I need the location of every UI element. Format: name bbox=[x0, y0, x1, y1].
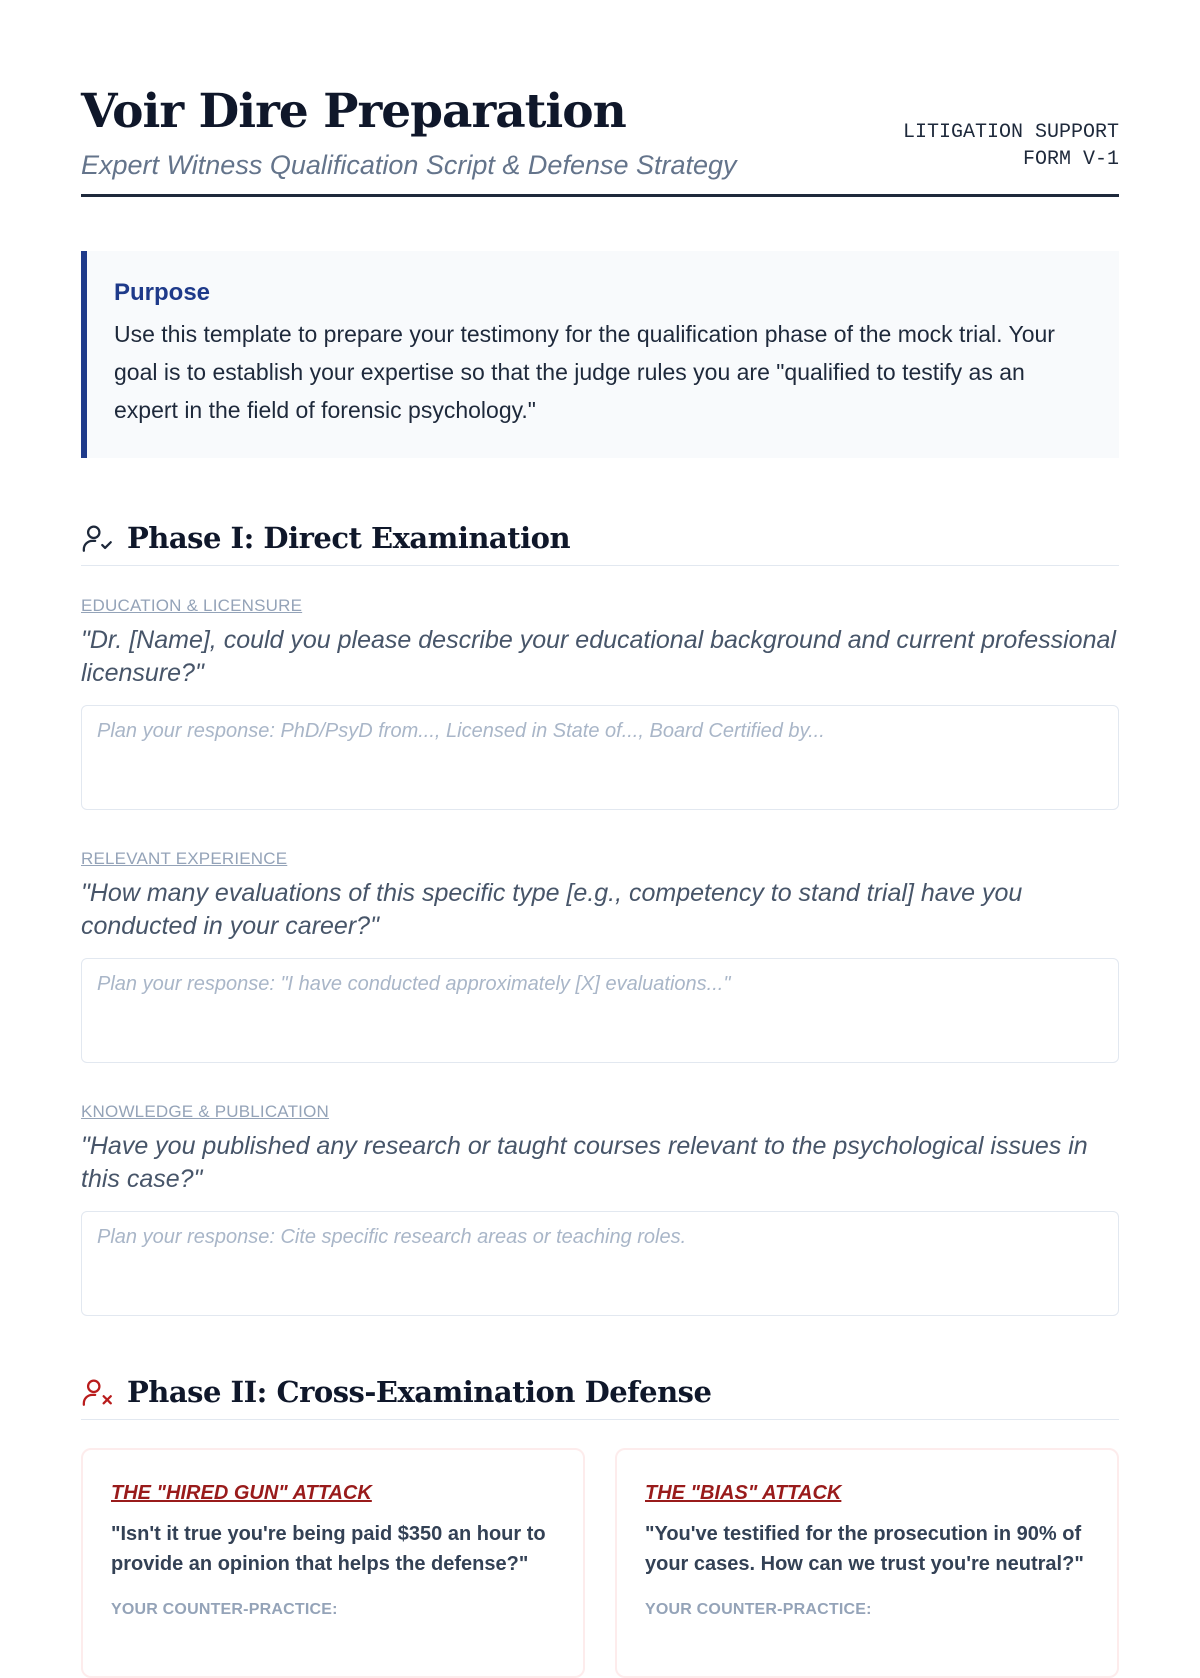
response-input-experience[interactable] bbox=[81, 958, 1119, 1063]
question-label: EDUCATION & LICENSURE bbox=[81, 596, 303, 615]
form-tag-line2: FORM V-1 bbox=[1022, 148, 1119, 171]
question-block bbox=[81, 847, 1119, 1063]
question-text: "How many evaluations of this specific type [e.g., competency to stand trial] have you conducted in your career?" bbox=[81, 879, 1023, 940]
question-label: KNOWLEDGE & PUBLICATION bbox=[81, 1102, 329, 1121]
question-block bbox=[81, 1100, 1119, 1316]
response-input-publication[interactable] bbox=[81, 1211, 1119, 1316]
phase1-title: Phase I: Direct Examination bbox=[127, 520, 571, 555]
user-check-icon bbox=[81, 521, 115, 555]
attack-card-title: THE "BIAS" ATTACK bbox=[645, 1482, 842, 1504]
attack-card-hired-gun bbox=[81, 1448, 585, 1678]
question-block bbox=[81, 594, 1119, 810]
attack-cards bbox=[81, 1448, 1119, 1678]
form-tag bbox=[903, 119, 1119, 173]
page-subtitle: Expert Witness Qualification Script & Defense Strategy bbox=[81, 150, 737, 180]
document-header bbox=[81, 0, 1119, 197]
attack-card-quote: "You've testified for the prosecution in 90% of your cases. How can we trust you're neutral?" bbox=[645, 1523, 1084, 1575]
response-input-education[interactable] bbox=[81, 705, 1119, 810]
purpose-callout bbox=[81, 251, 1119, 458]
purpose-text: Use this template to prepare your testimony for the qualification phase of the mock trial. Your goal is to establish your expertise so that the judge rules you are "qualified to testify as an expert in the field of forensic psychology." bbox=[114, 321, 1055, 423]
counter-practice-label: YOUR COUNTER-PRACTICE: bbox=[645, 1601, 872, 1618]
phase2-heading bbox=[81, 1368, 1119, 1420]
question-text: "Dr. [Name], could you please describe your educational background and current professional licensure?" bbox=[81, 626, 1116, 687]
phase1-heading bbox=[81, 514, 1119, 566]
question-label: RELEVANT EXPERIENCE bbox=[81, 849, 288, 868]
question-text: "Have you published any research or taught courses relevant to the psychological issues in this case?" bbox=[81, 1132, 1088, 1193]
attack-card-quote: "Isn't it true you're being paid $350 an hour to provide an opinion that helps the defense?" bbox=[111, 1523, 546, 1575]
user-x-icon bbox=[81, 1375, 115, 1409]
phase2-title: Phase II: Cross-Examination Defense bbox=[127, 1374, 712, 1409]
purpose-title: Purpose bbox=[114, 279, 211, 306]
form-tag-line1: LITIGATION SUPPORT bbox=[902, 121, 1119, 144]
page-title: Voir Dire Preparation bbox=[81, 84, 626, 139]
counter-practice-label: YOUR COUNTER-PRACTICE: bbox=[111, 1601, 338, 1618]
attack-card-bias bbox=[615, 1448, 1119, 1678]
attack-card-title: THE "HIRED GUN" ATTACK bbox=[111, 1482, 372, 1504]
